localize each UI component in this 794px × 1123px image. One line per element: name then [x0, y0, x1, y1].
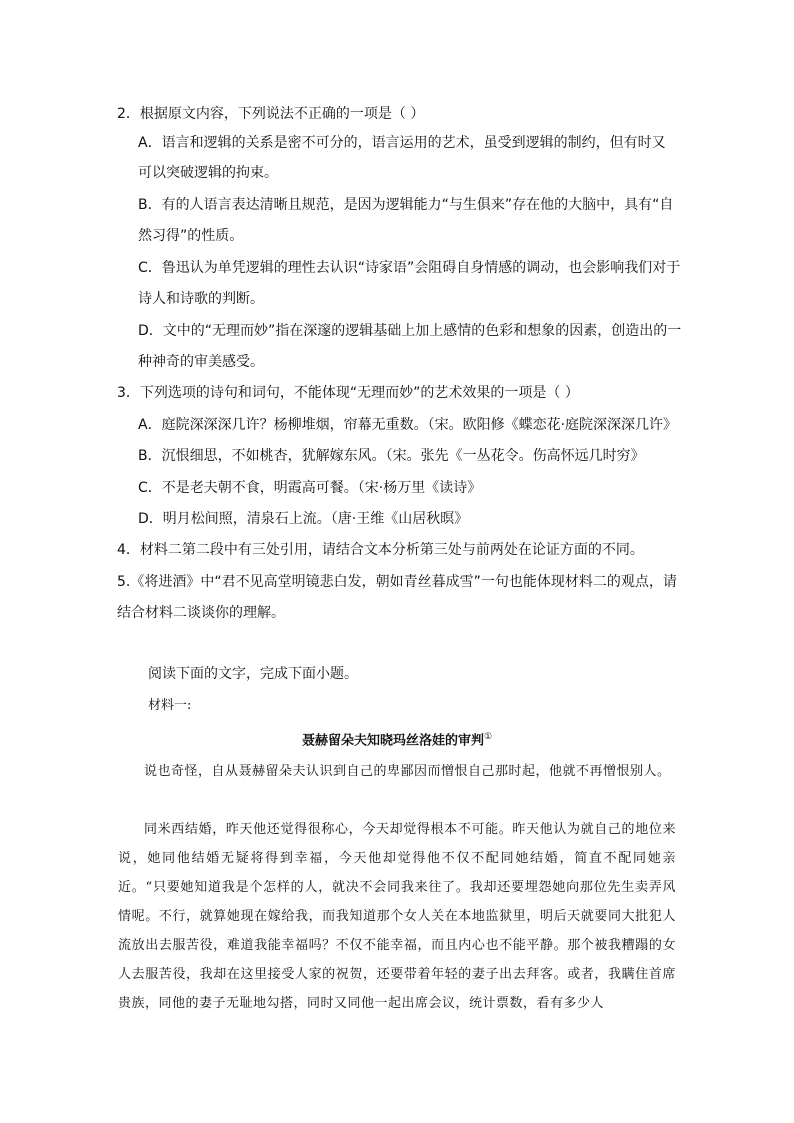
question-2-stem: 2．根据原文内容，下列说法不正确的一项是（ ） — [117, 106, 425, 122]
question-2-option-c-line1: C．鲁迅认为单凭逻辑的理性去认识“诗家语”会阻碍自身情感的调动，也会影响我们对于 — [138, 260, 681, 276]
question-5-line1: 5.《将进酒》中“君不见高堂明镜悲白发，朝如青丝暮成雪”一句也能体现材料二的观点，请 — [117, 574, 677, 590]
question-2-option-d-line1: D．文中的“无理而妙”指在深邃的逻辑基础上加上感情的色彩和想象的因素，创造出的一 — [138, 323, 682, 339]
paragraph-2: 同米西结婚，昨天他还觉得很称心，今天却觉得根本不可能。昨天他认为就自己的地位来说，她同他结婚无疑将得到幸福，今天他却觉得他不仅不配同她结婚，简直不配同她亲近。“只要她知道我是个怎样的人，就决不会同我来往了。我却还要埋怨她向那位先生卖弄风情呢。不行，就算她现在嫁给我，而我知道那个女人关在本地监狱里，明后天就要同大批犯人流放出去服苦役，难道我能幸福吗？不仅不能幸福，而且内心也不能平静。那个被我糟蹋的女人去服苦役，我却在这里接受人家的祝贺，还要带着年轻的妻子出去拜客。或者，我瞒住首席贵族，同他的妻子无耻地勾搭，同时又同他一起出席会议，统计票数，看有多少人 — [118, 822, 676, 1011]
question-4: 4．材料二第二段中有三处引用，请结合文本分析第三处与前两处在论证方面的不同。 — [117, 542, 644, 558]
question-2-option-b-line2: 然习得”的性质。 — [138, 228, 244, 244]
question-3-option-a: A．庭院深深深几许？杨柳堆烟，帘幕无重数。（宋。欧阳修《蝶恋花·庭院深深深几许》 — [138, 417, 678, 433]
article-title — [0, 727, 794, 751]
question-3-option-c: C．不是老夫朝不食，明霞高可餐。（宋·杨万里《读诗》 — [138, 480, 482, 496]
footnote-mark: ① — [483, 732, 493, 742]
question-2-option-c-line2: 诗人和诗歌的判断。 — [138, 291, 264, 307]
question-3-option-b: B．沉恨细思，不如桃杏，犹解嫁东风。（宋。张先《一丛花令。伤高怀远几时穷》 — [138, 448, 645, 464]
question-2-option-b-line1: B．有的人语言表达清晰且规范，是因为逻辑能力“与生俱来”存在他的大脑中，具有“自 — [138, 197, 674, 213]
question-2-option-d-line2: 种神奇的审美感受。 — [138, 354, 264, 370]
question-2-option-a-line2: 可以突破逻辑的拘束。 — [138, 165, 278, 181]
question-3-stem: 3．下列选项的诗句和词句，不能体现“无理而妙”的艺术效果的一项是（ ） — [117, 385, 579, 401]
paragraph-1: 说也奇怪，自从聂赫留朵夫认识到自己的卑鄙因而憎恨自己那时起，他就不再憎恨别人。 — [144, 764, 671, 779]
question-3-option-d: D．明月松间照，清泉石上流。（唐·王维《山居秋暝》 — [138, 511, 469, 527]
material-label: 材料一: — [148, 698, 192, 713]
question-2-option-a-line1: A．语言和逻辑的关系是密不可分的，语言运用的艺术，虽受到逻辑的制约，但有时又 — [138, 135, 666, 151]
question-5-line2: 结合材料二谈谈你的理解。 — [117, 605, 285, 621]
reading-intro: 阅读下面的文字，完成下面小题。 — [148, 666, 358, 682]
article-title-text: 聂赫留朵夫知晓玛丝洛娃的审判 — [301, 733, 484, 749]
